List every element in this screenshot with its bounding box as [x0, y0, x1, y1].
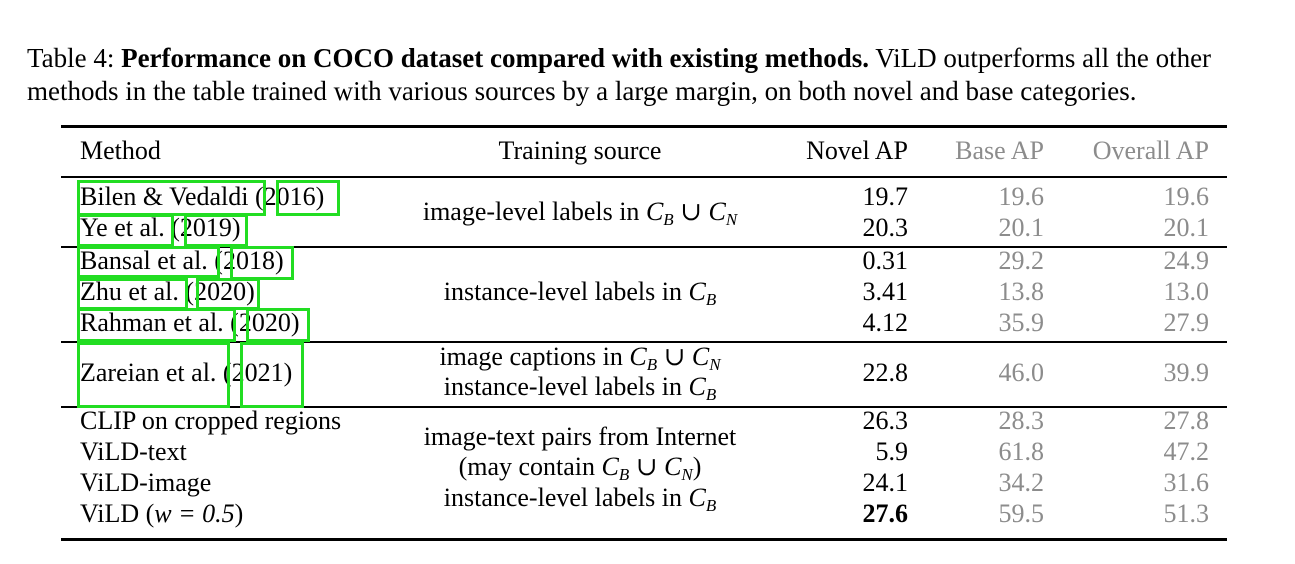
- method-cell: Zhu et al. (2020): [80, 277, 255, 306]
- citation-highlight-box: [230, 246, 294, 280]
- source-group-4-line2: (may contain $C_B$ ∪ $C_N$): [458, 452, 702, 484]
- novel-ap-cell: 0.31: [862, 246, 908, 275]
- overall-ap-cell: 27.8: [1163, 406, 1209, 435]
- method-cell: Bilen & Vedaldi (2016): [80, 182, 325, 211]
- caption-bold: Performance on COCO dataset compared with existing methods.: [121, 43, 869, 73]
- source-group-4-line1: image-text pairs from Internet: [423, 422, 737, 451]
- citation-highlight-box: [77, 246, 220, 278]
- source-group-3-line1: image captions in $C_B$ ∪ $C_N$: [439, 342, 721, 374]
- base-ap-cell: 19.6: [998, 182, 1044, 211]
- source-group-3-line2: instance-level labels in $C_B$: [443, 372, 717, 404]
- header-rule: [61, 176, 1227, 178]
- novel-ap-cell: 19.7: [862, 182, 908, 211]
- base-ap-cell: 13.8: [998, 277, 1044, 306]
- overall-ap-cell: 39.9: [1163, 358, 1209, 387]
- citation-highlight-box: [240, 342, 304, 408]
- header-base-ap: Base AP: [955, 136, 1044, 165]
- base-ap-cell: 59.5: [998, 499, 1044, 528]
- base-ap-cell: 29.2: [998, 246, 1044, 275]
- citation-highlight-box: [77, 278, 188, 310]
- novel-ap-cell: 20.3: [862, 213, 908, 242]
- table-caption: [27, 42, 1277, 108]
- overall-ap-cell: 31.6: [1163, 468, 1209, 497]
- method-cell: ViLD (w = 0.5): [80, 499, 244, 528]
- base-ap-cell: 61.8: [998, 437, 1044, 466]
- header-novel-ap: Novel AP: [806, 136, 908, 165]
- citation-highlight-box: [184, 214, 248, 247]
- method-cell: Bansal et al. (2018): [80, 246, 284, 275]
- novel-ap-cell: 26.3: [862, 406, 908, 435]
- method-cell: Zareian et al. (2021): [80, 358, 293, 387]
- method-cell: Rahman et al. (2020): [80, 308, 300, 337]
- method-cell: CLIP on cropped regions: [80, 406, 342, 435]
- novel-ap-cell-best: 27.6: [862, 499, 908, 528]
- overall-ap-cell: 20.1: [1163, 213, 1209, 242]
- method-cell: ViLD-image: [80, 468, 212, 497]
- novel-ap-cell: 3.41: [862, 277, 908, 306]
- citation-highlight-box: [77, 214, 174, 247]
- citation-highlight-box: [246, 308, 310, 342]
- base-ap-cell: 35.9: [998, 308, 1044, 337]
- base-ap-cell: 28.3: [998, 406, 1044, 435]
- method-cell: Ye et al. (2019): [80, 213, 241, 242]
- overall-ap-cell: 19.6: [1163, 182, 1209, 211]
- source-group-4-line3: instance-level labels in $C_B$: [443, 483, 717, 515]
- base-ap-cell: 34.2: [998, 468, 1044, 497]
- source-group-2: instance-level labels in $C_B$: [443, 277, 717, 309]
- overall-ap-cell: 13.0: [1163, 277, 1209, 306]
- base-ap-cell: 46.0: [998, 358, 1044, 387]
- top-rule: [61, 125, 1227, 128]
- citation-highlight-box: [77, 180, 266, 216]
- caption-line2: methods in the table trained with various sources by a large margin, on both novel and base categories.: [27, 76, 1137, 106]
- caption-label: Table 4:: [27, 43, 115, 73]
- source-group-1: image-level labels in $C_B$ ∪ $C_N$: [422, 197, 738, 229]
- overall-ap-cell: 27.9: [1163, 308, 1209, 337]
- overall-ap-cell: 47.2: [1163, 437, 1209, 466]
- header-training-source: Training source: [498, 136, 662, 165]
- novel-ap-cell: 5.9: [875, 437, 908, 466]
- header-method: Method: [80, 136, 161, 165]
- bottom-rule: [61, 538, 1227, 541]
- novel-ap-cell: 24.1: [862, 468, 908, 497]
- citation-highlight-box: [77, 308, 236, 342]
- citation-highlight-box: [276, 180, 340, 216]
- base-ap-cell: 20.1: [998, 213, 1044, 242]
- header-overall-ap: Overall AP: [1092, 136, 1209, 165]
- overall-ap-cell: 24.9: [1163, 246, 1209, 275]
- novel-ap-cell: 22.8: [862, 358, 908, 387]
- citation-highlight-box: [196, 278, 260, 310]
- method-cell: ViLD-text: [80, 437, 187, 466]
- citation-highlight-box: [77, 342, 230, 408]
- overall-ap-cell: 51.3: [1163, 499, 1209, 528]
- caption-rest: ViLD outperforms all the other: [875, 43, 1212, 73]
- novel-ap-cell: 4.12: [862, 308, 908, 337]
